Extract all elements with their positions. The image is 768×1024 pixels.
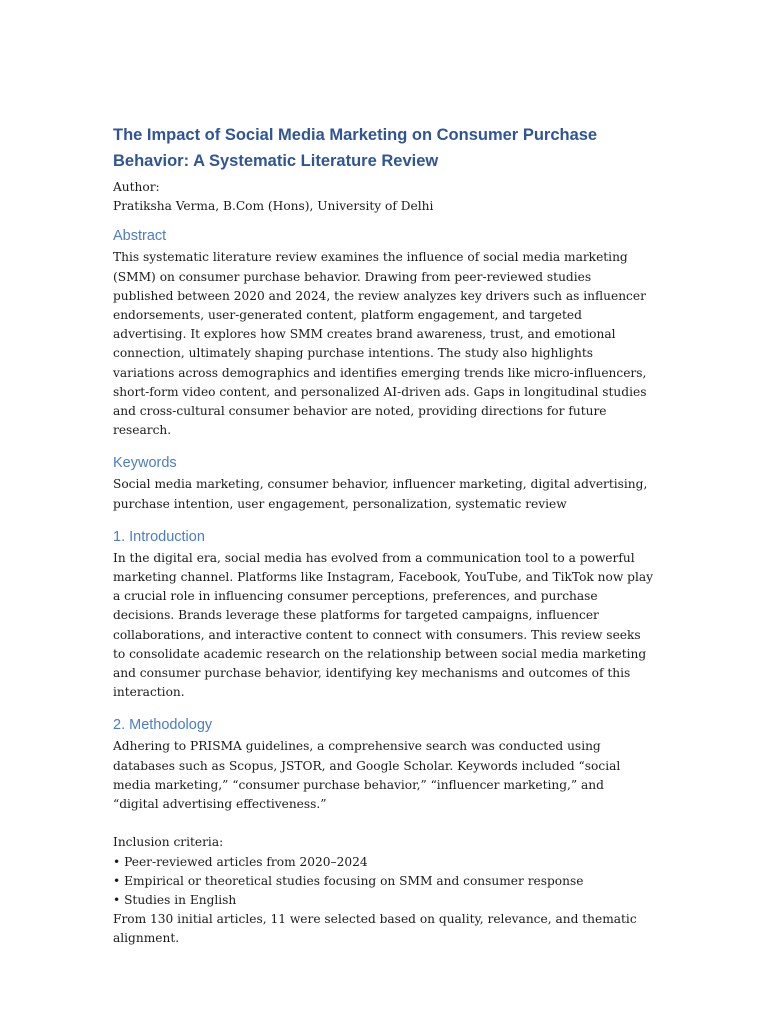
abstract-heading: Abstract bbox=[113, 228, 167, 245]
keywords-text: Social media marketing, consumer behavior, influencer marketing, digital advertising, purchase intention, user engagement, personalization, systematic review bbox=[113, 477, 648, 511]
criteria-item: • Empirical or theoretical studies focusing on SMM and consumer response bbox=[113, 872, 653, 891]
methodology-text: Adhering to PRISMA guidelines, a comprehensive search was conducted using databases such as Scopus, JSTOR, and Google Scholar. Keywords included “social media marketing,” “consumer purchase behavior,” “influencer marketing,” and “digital advertising effectiveness.” bbox=[113, 739, 621, 812]
criteria-item: • Peer-reviewed articles from 2020–2024 bbox=[113, 853, 653, 872]
author-name: Pratiksha Verma, B.Com (Hons), University of Delhi bbox=[113, 199, 434, 214]
selection-text: From 130 initial articles, 11 were selected based on quality, relevance, and thematic alignment. bbox=[113, 912, 637, 946]
document-title: The Impact of Social Media Marketing on Consumer Purchase Behavior: A Systematic Literature Review bbox=[113, 126, 598, 170]
abstract-text: This systematic literature review examines the influence of social media marketing (SMM) on consumer purchase behavior. Drawing from peer-reviewed studies published between 2020 and 2024, the review analyzes key drivers such as influencer endorsements, user-generated content, platform engagement, and targeted advertising. It explores how SMM creates brand awareness, trust, and emotional connection, ultimately shaping purchase intentions. The study also highlights variations across demographics and identifies emerging trends like micro-influencers, short-form video content, and personalized AI-driven ads. Gaps in longitudinal studies and cross-cultural consumer behavior are noted, providing directions for future research. bbox=[113, 250, 647, 438]
inclusion-criteria-label: Inclusion criteria: bbox=[113, 835, 224, 850]
introduction-text: In the digital era, social media has evolved from a communication tool to a powerful marketing channel. Platforms like Instagram, Facebook, YouTube, and TikTok now play a crucial role in influencing consumer perceptions, preferences, and purchase decisions. Brands leverage these platforms for targeted campaigns, influencer collaborations, and interactive content to connect with consumers. This review seeks to consolidate academic research on the relationship between social media marketing and consumer purchase behavior, identifying key mechanisms and outcomes of this interaction. bbox=[113, 550, 654, 700]
criteria-item: • Studies in English bbox=[113, 891, 653, 910]
methodology-heading: 2. Methodology bbox=[113, 717, 213, 734]
document-page bbox=[113, 122, 653, 949]
author-label: Author: bbox=[113, 180, 160, 194]
author-block bbox=[113, 178, 653, 216]
introduction-heading: 1. Introduction bbox=[113, 528, 205, 545]
paragraph-spacer bbox=[113, 814, 653, 833]
keywords-heading: Keywords bbox=[113, 455, 177, 472]
inclusion-criteria-list bbox=[113, 853, 653, 911]
